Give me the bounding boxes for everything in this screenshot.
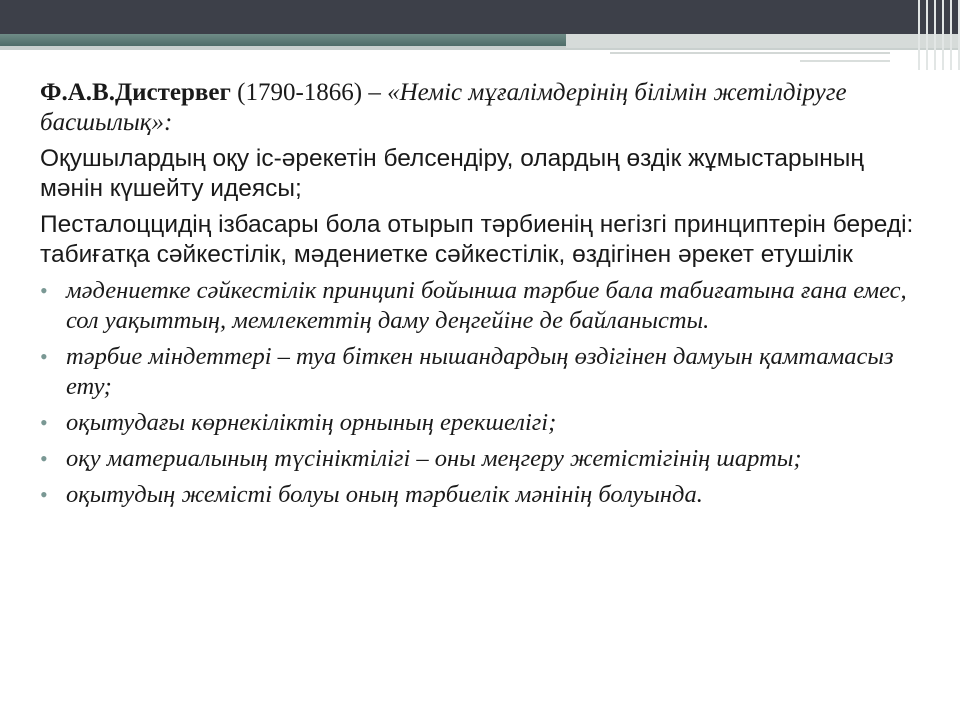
list-item: [40, 480, 920, 510]
person-name: Ф.А.В.Дистервег: [40, 79, 231, 106]
list-item: [40, 408, 920, 438]
slide-content: [40, 78, 920, 516]
header-vertical-stripes: [914, 0, 960, 70]
bullet-icon: •: [40, 344, 48, 369]
list-item: [40, 342, 920, 402]
header-extension: [566, 34, 960, 48]
list-item-text: оқытудың жемісті болуы оның тәрбиелік мәнінің болуында.: [66, 481, 703, 508]
bullet-icon: •: [40, 410, 48, 435]
list-item-text: оқу материалының түсініктілігі – оны меңгеру жетістігінің шарты;: [66, 445, 802, 472]
paragraph-activation: Оқушылардың оқу іс-әрекетін белсендіру, олардың өздік жұмыстарының мәнін күшейту идеясы;: [40, 145, 864, 202]
bullet-list: [40, 276, 920, 510]
list-item: [40, 444, 920, 474]
header-bar: [0, 0, 960, 34]
header-deco-line: [800, 60, 890, 62]
header-deco-line: [610, 52, 890, 54]
heading-paragraph: [40, 78, 920, 138]
list-item: [40, 276, 920, 336]
list-item-text: тәрбие міндеттері – туа біткен нышандардың өздігінен дамуын қамтамасыз ету;: [66, 343, 894, 400]
paragraph-principles: Песталоццидің ізбасары бола отырып тәрбиенің негізгі принциптерін береді: табиғатқа сәйкестілік, мәдениетке сәйкестілік, өздігінен әрекет етушілік: [40, 211, 914, 268]
bullet-icon: •: [40, 482, 48, 507]
bullet-icon: •: [40, 446, 48, 471]
heading-quote: «Неміс мұғалімдерінің білімін жетілдіруге басшылық»:: [40, 79, 847, 136]
bullet-icon: •: [40, 278, 48, 303]
list-item-text: оқытудағы көрнекіліктің орнының ерекшелігі;: [66, 409, 557, 436]
list-item-text: мәдениетке сәйкестілік принципі бойынша тәрбие бала табиғатына ғана емес, сол уақыттың, мемлекеттің даму деңгейіне де байланысты.: [66, 277, 907, 334]
person-years: (1790-1866) –: [230, 79, 388, 106]
